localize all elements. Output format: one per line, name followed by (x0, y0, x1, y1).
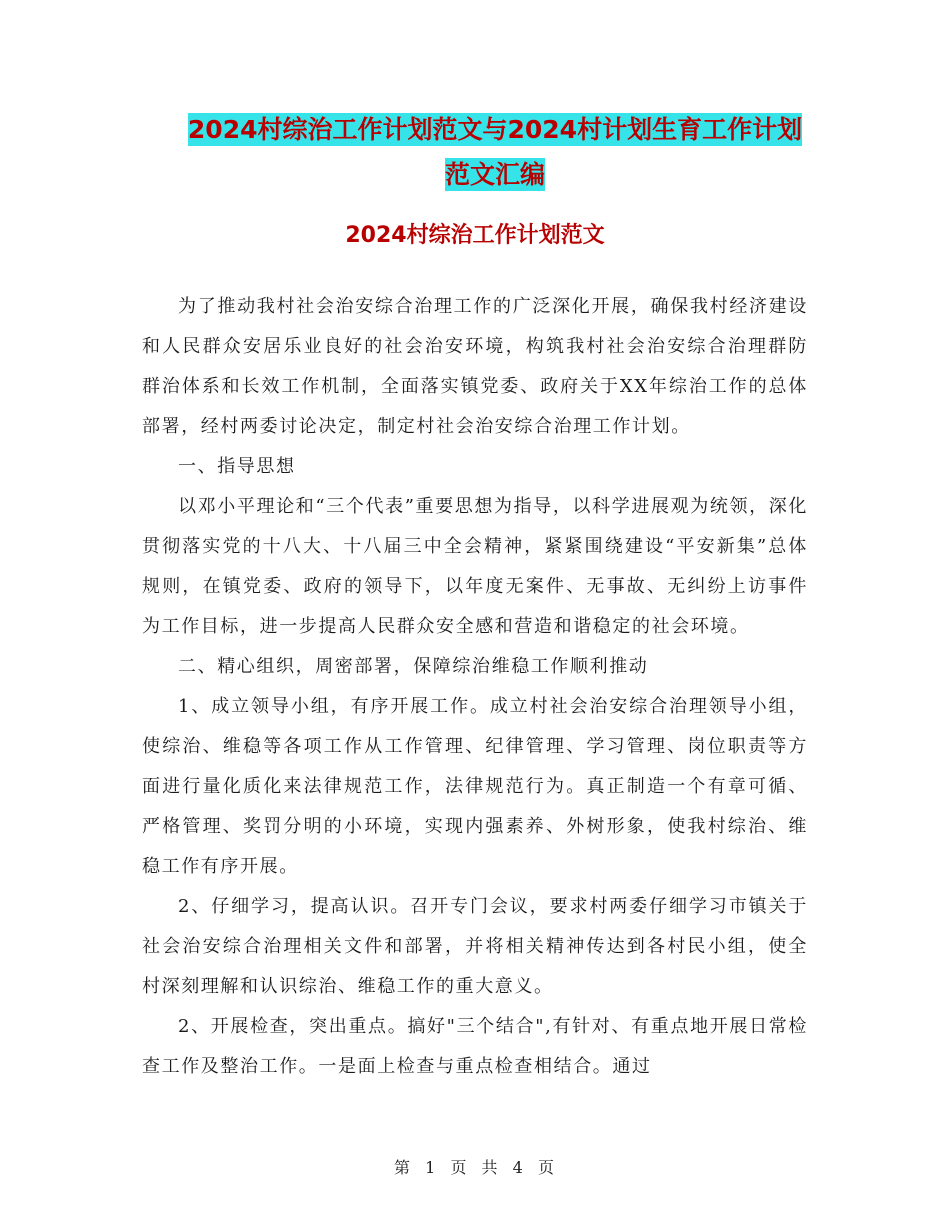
footer-page-label: 页 (450, 1158, 469, 1177)
document-title-line-1 (160, 108, 830, 152)
section-heading: 二、精心组织，周密部署，保障综治维稳工作顺利推动 (178, 656, 649, 677)
page-footer (0, 1155, 950, 1178)
footer-prefix: 第 (394, 1158, 413, 1177)
body-paragraph: 2、开展检查，突出重点。搞好"三个结合",有针对、有重点地开展日常检查工作及整治工作。一是面上检查与重点检查相结合。通过 (142, 1016, 808, 1077)
body-paragraph: 为了推动我村社会治安综合治理工作的广泛深化开展，确保我村经济建设和人民群众安居乐业良好的社会治安环境，构筑我村社会治安综合治理群防群治体系和长效工作机制，全面落实镇党委、政府关于XX年综治工作的总体部署，经村两委讨论决定，制定村社会治安综合治理工作计划。 (142, 296, 808, 437)
footer-total-pages: 4 (512, 1158, 525, 1177)
footer-current-page: 1 (425, 1158, 438, 1177)
document-body (142, 287, 808, 1087)
body-paragraph: 1、成立领导小组，有序开展工作。成立村社会治安综合治理领导小组，使综治、维稳等各项工作从工作管理、纪律管理、学习管理、岗位职责等方面进行量化质化来法律规范工作，法律规范行为。真正制造一个有章可循、严格管理、奖罚分明的小环境，实现内强素养、外树形象，使我村综治、维稳工作有序开展。 (142, 696, 808, 877)
document-title-line-2 (160, 153, 830, 197)
document-title-text-2: 范文汇编 (444, 160, 545, 189)
section-title: 2024村综治工作计划范文 (345, 223, 605, 248)
footer-total-label: 共 (481, 1158, 500, 1177)
section-heading: 一、指导思想 (178, 456, 296, 477)
body-paragraph: 以邓小平理论和“三个代表”重要思想为指导，以科学进展观为统领，深化贯彻落实党的十八大、十八届三中全会精神，紧紧围绕建设“平安新集”总体规则，在镇党委、政府的领导下，以年度无案件、无事故、无纠纷上访事件为工作目标，进一步提高人民群众安全感和营造和谐稳定的社会环境。 (142, 496, 808, 637)
document-title-text-1: 2024村综治工作计划范文与2024村计划生育工作计划 (187, 115, 803, 144)
body-paragraph: 2、仔细学习，提高认识。召开专门会议，要求村两委仔细学习市镇关于社会治安综合治理相关文件和部署，并将相关精神传达到各村民小组，使全村深刻理解和认识综治、维稳工作的重大意义。 (142, 896, 808, 997)
footer-suffix: 页 (537, 1158, 556, 1177)
